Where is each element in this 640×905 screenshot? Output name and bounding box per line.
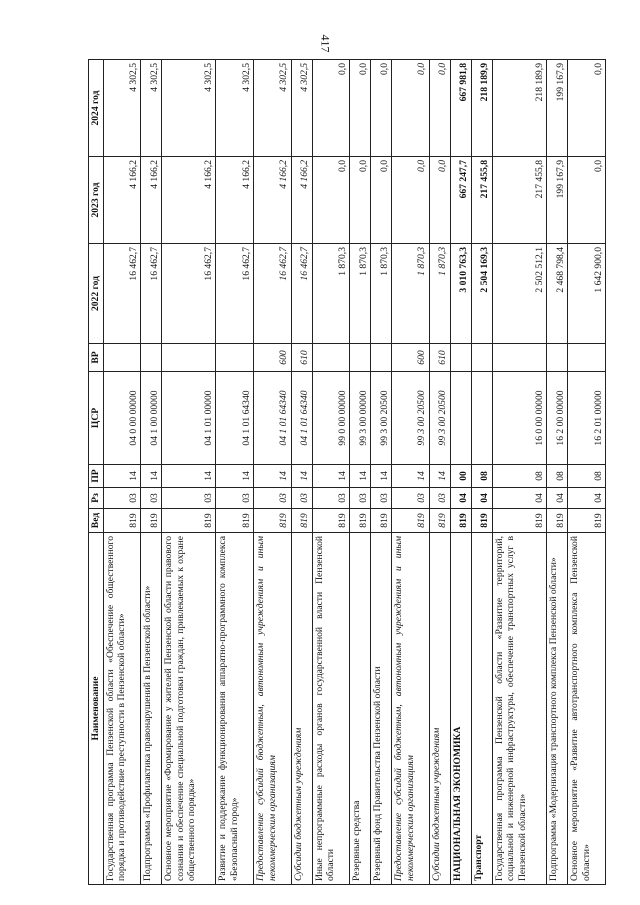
cell-rz: 03 bbox=[254, 488, 292, 509]
cell-csr: 04 0 00 00000 bbox=[103, 372, 141, 465]
cell-vr bbox=[492, 344, 546, 372]
cell-rz: 04 bbox=[450, 488, 471, 509]
cell-vr: 600 bbox=[254, 344, 292, 372]
cell-name: Подпрограмма «Профилактика правонарушений в Пензенской области» bbox=[141, 533, 162, 885]
table-row bbox=[492, 60, 546, 885]
cell-y2024: 4 302,5 bbox=[291, 60, 312, 157]
cell-y2023: 4 166,2 bbox=[216, 157, 254, 244]
cell-vr bbox=[471, 344, 492, 372]
cell-y2023: 0,0 bbox=[392, 157, 430, 244]
cell-pr: 08 bbox=[547, 465, 568, 488]
cell-y2022: 16 462,7 bbox=[103, 244, 141, 344]
cell-vr: 600 bbox=[392, 344, 430, 372]
cell-name: Развитие и поддержание функционирования аппаратно-программного комплекса «Безопасный город» bbox=[216, 533, 254, 885]
cell-y2024: 218 189,9 bbox=[492, 60, 546, 157]
cell-csr: 16 2 00 00000 bbox=[547, 372, 568, 465]
cell-rz: 03 bbox=[162, 488, 216, 509]
cell-y2022: 1 642 900,0 bbox=[568, 244, 606, 344]
cell-csr bbox=[450, 372, 471, 465]
cell-y2023: 4 166,2 bbox=[141, 157, 162, 244]
table-row bbox=[429, 60, 450, 885]
cell-ved: 819 bbox=[216, 509, 254, 533]
cell-name: Основное мероприятие «Формирование у жителей Пензенской области правового сознания и обеспечение специальной подготовки граждан, привлекаемых к охране общественного порядка» bbox=[162, 533, 216, 885]
cell-csr: 04 1 01 64340 bbox=[291, 372, 312, 465]
cell-vr bbox=[312, 344, 350, 372]
cell-ved: 819 bbox=[350, 509, 371, 533]
cell-csr: 04 1 00 00000 bbox=[141, 372, 162, 465]
cell-name: НАЦИОНАЛЬНАЯ ЭКОНОМИКА bbox=[450, 533, 471, 885]
cell-name: Иные непрограммные расходы органов государственной власти Пензенской области bbox=[312, 533, 350, 885]
table-row bbox=[371, 60, 392, 885]
cell-pr: 14 bbox=[162, 465, 216, 488]
table-row bbox=[141, 60, 162, 885]
cell-rz: 04 bbox=[547, 488, 568, 509]
cell-rz: 03 bbox=[216, 488, 254, 509]
cell-ved: 819 bbox=[492, 509, 546, 533]
table-row bbox=[162, 60, 216, 885]
cell-csr bbox=[471, 372, 492, 465]
cell-ved: 819 bbox=[450, 509, 471, 533]
cell-y2023: 0,0 bbox=[371, 157, 392, 244]
cell-ved: 819 bbox=[547, 509, 568, 533]
header-csr: ЦСР bbox=[89, 372, 104, 465]
cell-vr bbox=[141, 344, 162, 372]
cell-pr: 08 bbox=[471, 465, 492, 488]
table-row bbox=[103, 60, 141, 885]
cell-pr: 14 bbox=[392, 465, 430, 488]
cell-y2022: 2 468 798,4 bbox=[547, 244, 568, 344]
cell-vr bbox=[162, 344, 216, 372]
cell-ved: 819 bbox=[429, 509, 450, 533]
table-row bbox=[568, 60, 606, 885]
cell-name: Субсидии бюджетным учреждениям bbox=[291, 533, 312, 885]
cell-y2022: 1 870,3 bbox=[371, 244, 392, 344]
header-name: Наименование bbox=[89, 533, 104, 885]
cell-pr: 14 bbox=[371, 465, 392, 488]
table-row bbox=[312, 60, 350, 885]
cell-name: Резервные средства bbox=[350, 533, 371, 885]
cell-rz: 04 bbox=[568, 488, 606, 509]
cell-y2022: 16 462,7 bbox=[141, 244, 162, 344]
cell-rz: 03 bbox=[291, 488, 312, 509]
cell-y2022: 1 870,3 bbox=[392, 244, 430, 344]
cell-ved: 819 bbox=[254, 509, 292, 533]
cell-name: Предоставление субсидий бюджетным, автономным учреждениям и иным некоммерческим организациям bbox=[392, 533, 430, 885]
cell-y2024: 218 189,9 bbox=[471, 60, 492, 157]
header-2022: 2022 год bbox=[89, 244, 104, 344]
cell-csr: 99 0 00 00000 bbox=[312, 372, 350, 465]
cell-y2024: 0,0 bbox=[568, 60, 606, 157]
cell-ved: 819 bbox=[103, 509, 141, 533]
cell-name: Транспорт bbox=[471, 533, 492, 885]
cell-rz: 04 bbox=[471, 488, 492, 509]
budget-table bbox=[88, 59, 606, 885]
header-rz: Рз bbox=[89, 488, 104, 509]
cell-y2023: 4 166,2 bbox=[162, 157, 216, 244]
cell-pr: 14 bbox=[291, 465, 312, 488]
cell-rz: 03 bbox=[103, 488, 141, 509]
header-row bbox=[89, 60, 104, 885]
cell-csr: 04 1 01 64340 bbox=[254, 372, 292, 465]
cell-vr: 610 bbox=[429, 344, 450, 372]
header-2023: 2023 год bbox=[89, 157, 104, 244]
cell-y2024: 0,0 bbox=[371, 60, 392, 157]
cell-y2023: 0,0 bbox=[350, 157, 371, 244]
cell-y2024: 4 302,5 bbox=[254, 60, 292, 157]
table-row bbox=[471, 60, 492, 885]
table-body bbox=[103, 60, 606, 885]
cell-csr: 16 0 00 00000 bbox=[492, 372, 546, 465]
page-number: 417 bbox=[318, 34, 333, 53]
cell-ved: 819 bbox=[162, 509, 216, 533]
cell-y2022: 1 870,3 bbox=[350, 244, 371, 344]
cell-rz: 04 bbox=[492, 488, 546, 509]
header-2024: 2024 год bbox=[89, 60, 104, 157]
cell-vr bbox=[350, 344, 371, 372]
cell-y2022: 16 462,7 bbox=[291, 244, 312, 344]
cell-csr: 99 3 00 20500 bbox=[392, 372, 430, 465]
cell-csr: 16 2 01 00000 bbox=[568, 372, 606, 465]
cell-ved: 819 bbox=[392, 509, 430, 533]
cell-pr: 08 bbox=[568, 465, 606, 488]
cell-csr: 99 3 00 00000 bbox=[350, 372, 371, 465]
cell-vr bbox=[103, 344, 141, 372]
table-row bbox=[450, 60, 471, 885]
cell-ved: 819 bbox=[568, 509, 606, 533]
table-row bbox=[216, 60, 254, 885]
header-ved: Вед bbox=[89, 509, 104, 533]
table-row bbox=[392, 60, 430, 885]
cell-y2023: 0,0 bbox=[429, 157, 450, 244]
cell-y2022: 3 010 763,3 bbox=[450, 244, 471, 344]
cell-pr: 08 bbox=[492, 465, 546, 488]
cell-csr: 99 3 00 20500 bbox=[371, 372, 392, 465]
cell-y2022: 2 502 512,1 bbox=[492, 244, 546, 344]
cell-vr bbox=[371, 344, 392, 372]
cell-y2024: 4 302,5 bbox=[103, 60, 141, 157]
cell-y2024: 0,0 bbox=[392, 60, 430, 157]
cell-ved: 819 bbox=[141, 509, 162, 533]
header-pr: ПР bbox=[89, 465, 104, 488]
cell-vr bbox=[547, 344, 568, 372]
cell-rz: 03 bbox=[429, 488, 450, 509]
cell-rz: 03 bbox=[141, 488, 162, 509]
cell-pr: 00 bbox=[450, 465, 471, 488]
cell-pr: 14 bbox=[141, 465, 162, 488]
table-row bbox=[254, 60, 292, 885]
cell-pr: 14 bbox=[216, 465, 254, 488]
cell-y2024: 199 167,9 bbox=[547, 60, 568, 157]
cell-y2022: 1 870,3 bbox=[429, 244, 450, 344]
cell-ved: 819 bbox=[312, 509, 350, 533]
cell-y2023: 217 455,8 bbox=[471, 157, 492, 244]
cell-y2024: 667 981,8 bbox=[450, 60, 471, 157]
cell-rz: 03 bbox=[392, 488, 430, 509]
cell-ved: 819 bbox=[371, 509, 392, 533]
cell-y2024: 0,0 bbox=[312, 60, 350, 157]
cell-y2023: 199 167,9 bbox=[547, 157, 568, 244]
table-row bbox=[291, 60, 312, 885]
cell-name: Резервный фонд Правительства Пензенской области bbox=[371, 533, 392, 885]
cell-vr bbox=[216, 344, 254, 372]
cell-y2022: 16 462,7 bbox=[162, 244, 216, 344]
cell-csr: 04 1 01 00000 bbox=[162, 372, 216, 465]
cell-pr: 14 bbox=[103, 465, 141, 488]
cell-y2023: 4 166,2 bbox=[254, 157, 292, 244]
cell-pr: 14 bbox=[429, 465, 450, 488]
cell-rz: 03 bbox=[371, 488, 392, 509]
cell-y2024: 4 302,5 bbox=[141, 60, 162, 157]
cell-pr: 14 bbox=[254, 465, 292, 488]
cell-name: Подпрограмма «Модернизация транспортного комплекса Пензенской области» bbox=[547, 533, 568, 885]
cell-name: Государственная программа Пензенской области «Развитие территорий, социальной и инженерной инфраструктуры, обеспечение транспортных услуг в Пензенской области» bbox=[492, 533, 546, 885]
table-row bbox=[547, 60, 568, 885]
cell-y2022: 16 462,7 bbox=[254, 244, 292, 344]
cell-y2023: 4 166,2 bbox=[291, 157, 312, 244]
cell-csr: 04 1 01 64340 bbox=[216, 372, 254, 465]
cell-name: Основное мероприятие «Развитие автотранспортного комплекса Пензенской области» bbox=[568, 533, 606, 885]
cell-y2023: 4 166,2 bbox=[103, 157, 141, 244]
cell-name: Предоставление субсидий бюджетным, автономным учреждениям и иным некоммерческим организациям bbox=[254, 533, 292, 885]
cell-vr bbox=[568, 344, 606, 372]
cell-csr: 99 3 00 20500 bbox=[429, 372, 450, 465]
cell-y2024: 0,0 bbox=[429, 60, 450, 157]
cell-vr bbox=[450, 344, 471, 372]
cell-y2023: 0,0 bbox=[568, 157, 606, 244]
cell-rz: 03 bbox=[312, 488, 350, 509]
cell-ved: 819 bbox=[291, 509, 312, 533]
cell-y2022: 2 504 169,3 bbox=[471, 244, 492, 344]
rotated-table-wrapper bbox=[88, 60, 606, 885]
cell-y2024: 0,0 bbox=[350, 60, 371, 157]
cell-y2022: 1 870,3 bbox=[312, 244, 350, 344]
cell-ved: 819 bbox=[471, 509, 492, 533]
cell-y2023: 217 455,8 bbox=[492, 157, 546, 244]
cell-y2023: 0,0 bbox=[312, 157, 350, 244]
table-row bbox=[350, 60, 371, 885]
header-vr: ВР bbox=[89, 344, 104, 372]
cell-y2022: 16 462,7 bbox=[216, 244, 254, 344]
cell-name: Государственная программа Пензенской области «Обеспечение общественного порядка и противодействие преступности в Пензенской области» bbox=[103, 533, 141, 885]
cell-y2024: 4 302,5 bbox=[162, 60, 216, 157]
cell-rz: 03 bbox=[350, 488, 371, 509]
cell-vr: 610 bbox=[291, 344, 312, 372]
cell-y2023: 667 247,7 bbox=[450, 157, 471, 244]
cell-pr: 14 bbox=[350, 465, 371, 488]
cell-name: Субсидии бюджетным учреждениям bbox=[429, 533, 450, 885]
cell-y2024: 4 302,5 bbox=[216, 60, 254, 157]
cell-pr: 14 bbox=[312, 465, 350, 488]
